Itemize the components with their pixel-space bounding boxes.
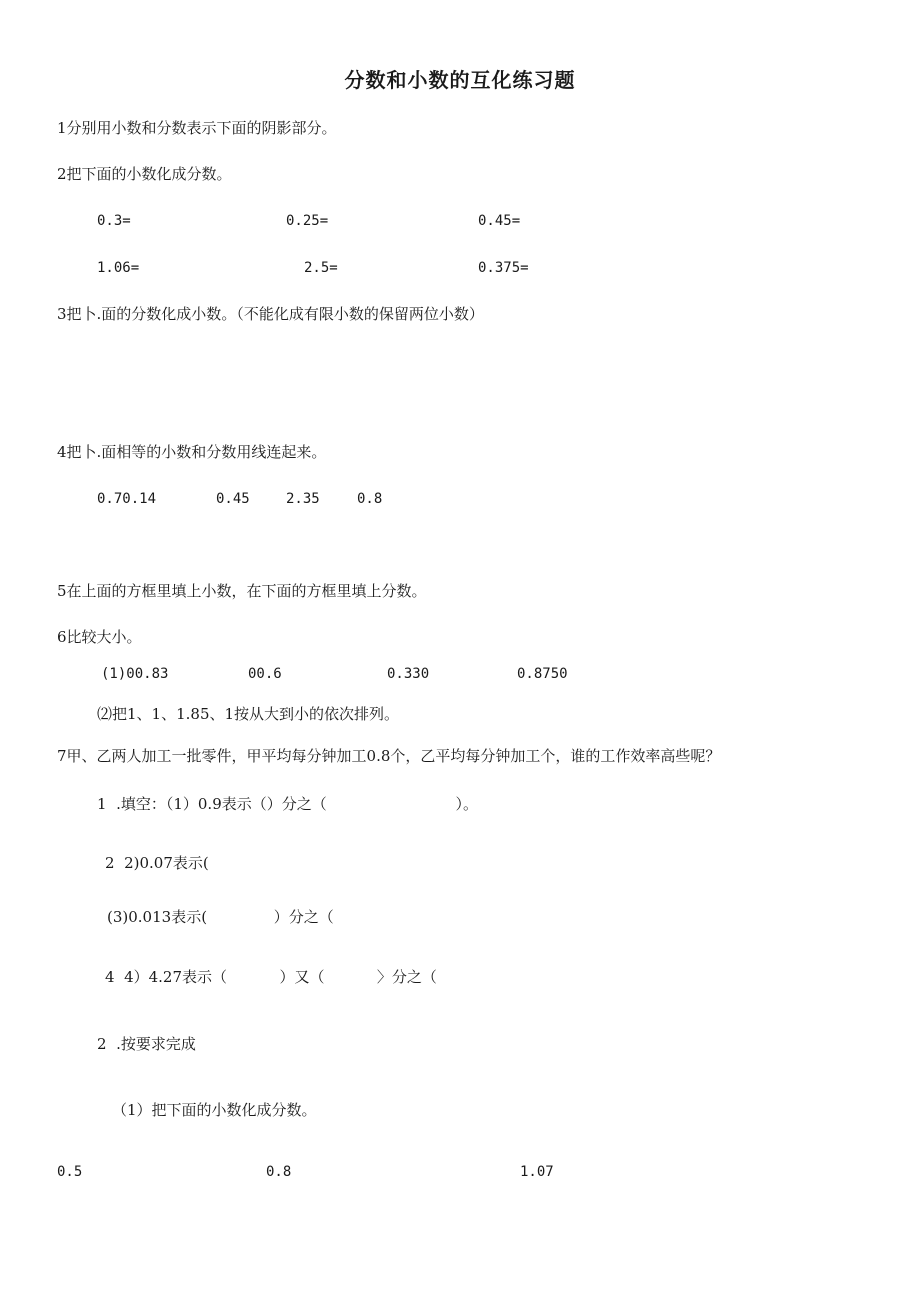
q2-item: 0.25= — [286, 213, 329, 229]
section-2-value: 0.8 — [266, 1164, 292, 1180]
fill-line-1: 1 .填空：（1）0.9表示（）分之（ ）。 — [97, 795, 478, 813]
q6-item: 0.330 — [387, 666, 430, 682]
q4-item: 0.45 — [216, 491, 250, 507]
question-7: 7甲、乙两人加工一批零件，甲平均每分钟加工0.8个，乙平均每分钟加工个，谁的工作效率高些呢？ — [57, 747, 721, 765]
question-6: 6比较大小。 — [57, 628, 142, 646]
question-2: 2把下面的小数化成分数。 — [57, 165, 232, 183]
page-title: 分数和小数的互化练习题 — [344, 68, 576, 92]
q2-item: 0.3= — [97, 213, 131, 229]
question-5: 5在上面的方框里填上小数，在下面的方框里填上分数。 — [57, 582, 427, 600]
section-2-heading: 2 .按要求完成 — [97, 1035, 196, 1053]
q4-item: 2.35 — [286, 491, 320, 507]
question-1: 1分别用小数和分数表示下面的阴影部分。 — [57, 119, 337, 137]
q4-item: 0.70.14 — [97, 491, 157, 507]
section-2-value: 1.07 — [520, 1164, 554, 1180]
fill-line-2: 2 2)0.07表示( — [105, 854, 209, 872]
question-4: 4把卜.面相等的小数和分数用线连起来。 — [57, 443, 327, 461]
q2-item: 1.06= — [97, 260, 140, 276]
fill-line-3: (3)0.013表示( ）分之（ — [107, 908, 334, 926]
q2-item: 2.5= — [304, 260, 338, 276]
q4-item: 0.8 — [357, 491, 383, 507]
q6-part-2: ⑵把1、1、1.85、1按从大到小的依次排列。 — [97, 705, 400, 723]
q2-item: 0.375= — [478, 260, 529, 276]
question-3: 3把卜.面的分数化成小数。（不能化成有限小数的保留两位小数） — [57, 305, 484, 323]
fill-line-4: 4 4）4.27表示（ ）又（ 〉分之（ — [105, 968, 437, 986]
section-2-value: 0.5 — [57, 1164, 83, 1180]
q2-item: 0.45= — [478, 213, 521, 229]
q6-item: 00.6 — [248, 666, 282, 682]
section-2-sub-1: （1）把下面的小数化成分数。 — [112, 1101, 317, 1119]
q6-item: 0.8750 — [517, 666, 568, 682]
q6-item: (1)00.83 — [101, 666, 169, 682]
